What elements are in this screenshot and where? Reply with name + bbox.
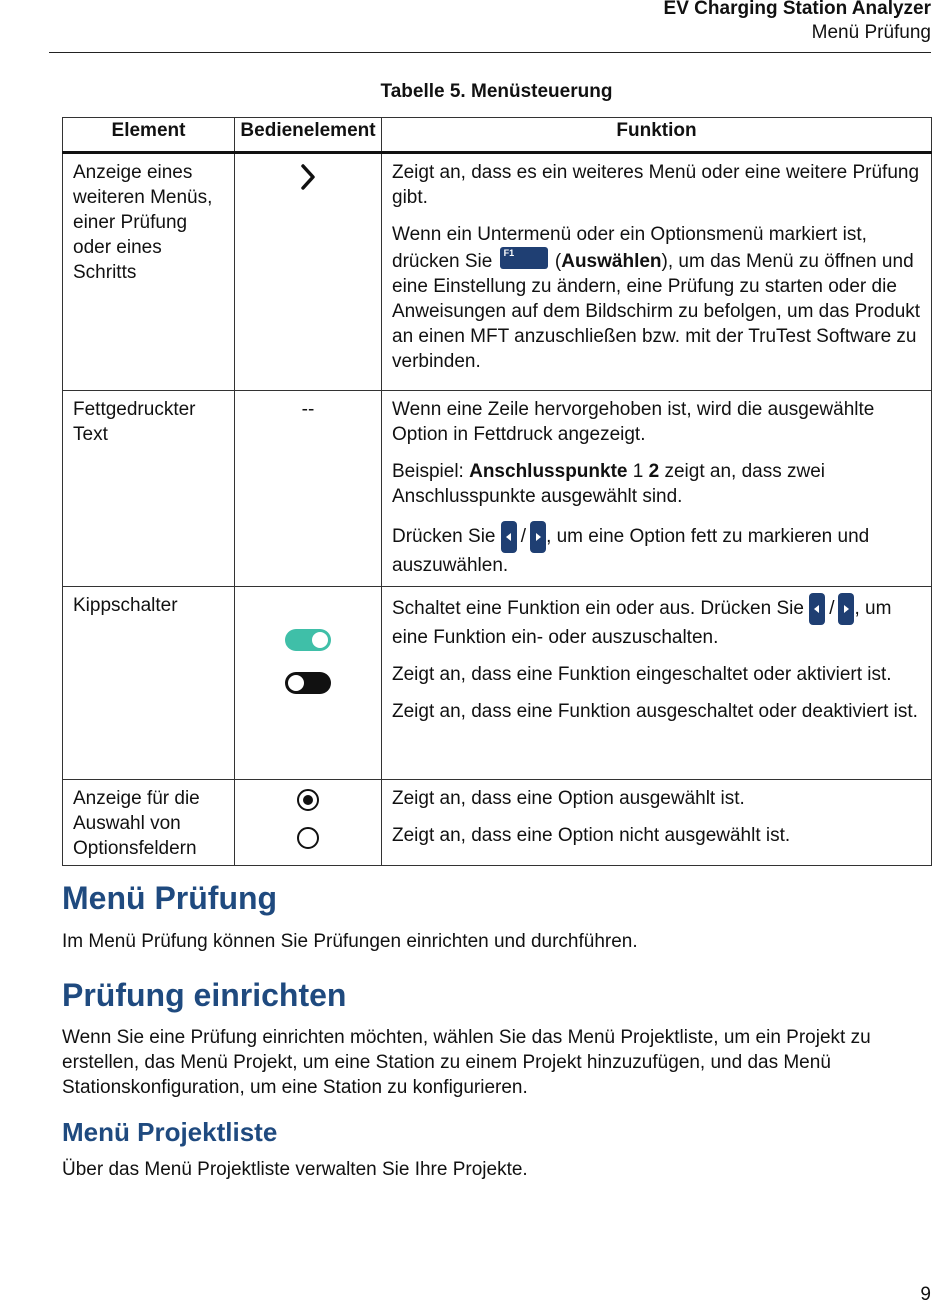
section-text-projektliste: Über das Menü Projektliste verwalten Sie Ihre Projekte. [62,1159,528,1180]
function-cell [382,780,932,866]
function-text: Zeigt an, dass eine Funktion eingeschaltet oder aktiviert ist. [392,664,892,685]
function-text: Zeigt an, dass eine Funktion ausgeschaltet oder deaktiviert ist. [392,701,918,722]
function-cell [382,391,932,587]
document-section: Menü Prüfung [811,22,931,43]
f1-key-icon: F1 [500,247,548,269]
element-cell: Kippschalter [63,587,235,780]
table-row [63,391,932,587]
toggle-off-icon [285,672,331,694]
function-cell [382,153,932,391]
arrow-left-key-icon [809,593,825,625]
element-cell: Fettgedruckter Text [63,391,235,587]
function-text: Drücken Sie / , um eine Option fett zu markieren und auszuwählen. [392,521,921,578]
table-header-row [63,118,932,153]
function-text: Zeigt an, dass eine Option nicht ausgewählt ist. [392,825,791,846]
header-divider [49,52,931,53]
control-cell [235,780,382,866]
menu-control-table [62,117,932,866]
arrow-right-key-icon [530,521,546,553]
arrow-right-key-icon [838,593,854,625]
chevron-right-icon [300,164,316,197]
function-text: Wenn eine Zeile hervorgehoben ist, wird die ausgewählte Option in Fettdruck angezeigt. [392,399,875,445]
section-heading-projektliste: Menü Projektliste [62,1117,278,1147]
element-cell: Anzeige für die Auswahl von Optionsfeldern [63,780,235,866]
column-header-control: Bedienelement [235,118,382,153]
function-text: Zeigt an, dass es ein weiteres Menü oder eine weitere Prüfung gibt. [392,162,920,208]
table-caption: Tabelle 5. Menüsteuerung [380,81,613,102]
column-header-function: Funktion [382,118,932,153]
function-text: Beispiel: Anschlusspunkte 1 2 zeigt an, dass zwei Anschlusspunkte ausgewählt sind. [392,461,826,507]
section-text-menu-pruefung: Im Menü Prüfung können Sie Prüfungen einrichten und durchführen. [62,931,638,952]
function-text: Zeigt an, dass eine Option ausgewählt ist. [392,788,745,809]
document-title: EV Charging Station Analyzer [663,0,931,19]
control-cell: -- [235,391,382,587]
control-cell [235,153,382,391]
section-text-pruefung-einrichten: Wenn Sie eine Prüfung einrichten möchten, wählen Sie das Menü Projektliste, um ein Projekt zu erstellen, das Menü Projekt, um eine Station zu einem Projekt hinzuzufügen, und das Menü Stationskonfiguration, um eine Station zu konfigurieren. [62,1027,871,1098]
section-heading-pruefung-einrichten: Prüfung einrichten [62,977,347,1013]
radio-unselected-icon [297,827,319,849]
page-header [664,0,931,46]
page-number: 9 [920,1284,931,1305]
element-cell: Anzeige eines weiteren Menüs, einer Prüfung oder eines Schritts [63,153,235,391]
section-heading-menu-pruefung: Menü Prüfung [62,880,278,916]
function-cell [382,587,932,780]
function-text: Wenn ein Untermenü oder ein Optionsmenü markiert ist, drücken Sie F1 (Auswählen), um das Menü zu öffnen und eine Einstellung zu ändern, eine Prüfung zu starten oder die Anweisungen auf dem Bildschirm zu befolgen, um das Produkt an einen MFT anzuschließen bzw. mit der TruTest Software zu verbinden. [392,224,921,372]
column-header-element: Element [63,118,235,153]
toggle-on-icon [285,629,331,651]
function-text: Schaltet eine Funktion ein oder aus. Drücken Sie / , um eine Funktion ein- oder auszuschalten. [392,593,921,650]
radio-selected-icon [297,789,319,811]
table-row [63,780,932,866]
table-row [63,153,932,391]
arrow-left-key-icon [501,521,517,553]
table-row [63,587,932,780]
control-cell [235,587,382,780]
